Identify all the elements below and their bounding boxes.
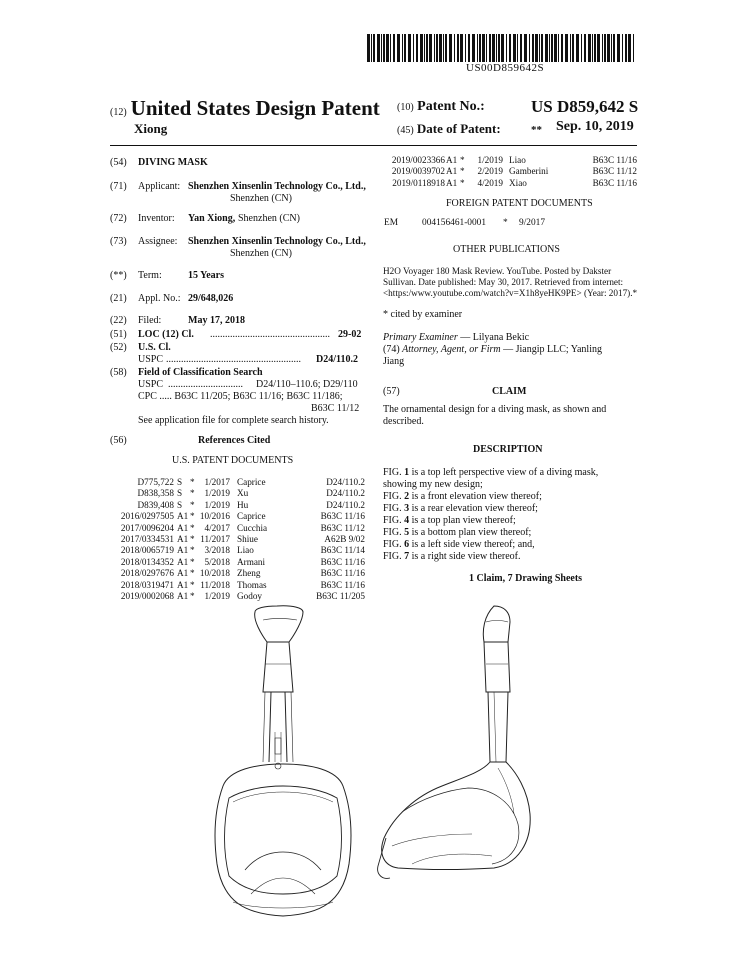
fig-front-view-drawing [203, 602, 363, 924]
barcode-bar [581, 34, 582, 62]
barcode-bar [524, 34, 527, 62]
barcode-bar [496, 34, 497, 62]
us-cl-label: U.S. Cl. [138, 342, 171, 353]
ref-date: 1/2017 [204, 477, 230, 487]
loc-class-label: LOC (12) Cl. [138, 329, 194, 340]
ref-class: B63C 11/12 [320, 522, 365, 533]
inid-code-58: (58) [110, 367, 127, 378]
barcode-bar [377, 34, 380, 62]
ref-class: B63C 11/12 [592, 166, 637, 177]
term-label: Term: [138, 270, 162, 281]
barcode-bar [498, 34, 500, 62]
field-cpc-classes: CPC ..... B63C 11/205; B63C 11/16; B63C 11/186; [138, 391, 343, 402]
reference-row [383, 166, 637, 177]
barcode-bar [588, 34, 591, 62]
claim-text-line-2: described. [383, 416, 424, 427]
reference-row [110, 534, 365, 545]
barcode-bar [628, 34, 631, 62]
barcode-bar [625, 34, 627, 62]
barcode-bar [482, 34, 485, 62]
ref-number: 2019/0039702 [391, 166, 445, 177]
fig-text: is a front elevation view thereof; [409, 491, 542, 502]
attorney-name: — Jiangip LLC; Yanling [500, 344, 602, 355]
ref-date: 10/2016 [199, 511, 230, 522]
ref-class: B63C 11/205 [316, 591, 365, 601]
inid-code-54: (54) [110, 157, 127, 168]
field-uspc-classes: D24/110–110.6; D29/110 [256, 379, 358, 390]
barcode-bar [386, 34, 389, 62]
ref-kind: A1 [177, 545, 189, 556]
fig-text: is a left side view thereof; and, [409, 539, 535, 550]
inventor-location: Shenzhen (CN) [238, 213, 300, 224]
ref-name: Caprice [237, 477, 266, 487]
other-pub-line-2: Sullivan. Date published: May 30, 2017. Retrieved from internet: [383, 277, 624, 287]
inid-code-57: (57) [383, 386, 400, 397]
barcode-bar [445, 34, 447, 62]
ref-number: 2016/0297505 [120, 511, 174, 522]
barcode-bar [383, 34, 385, 62]
ref-name: Shiue [237, 534, 258, 544]
inid-code-56: (56) [110, 435, 127, 446]
fig-number: 7 [404, 551, 410, 562]
fig-text: is a top left perspective view of a diving mask, [409, 467, 599, 478]
ref-star: * [190, 511, 195, 522]
barcode-bar [513, 34, 516, 62]
reference-row [110, 523, 365, 534]
barcode-bar [434, 34, 435, 62]
reference-row [110, 477, 365, 488]
appl-no-label: Appl. No.: [138, 293, 181, 304]
ref-kind: A1 [177, 591, 189, 601]
fig-number: 1 [404, 467, 410, 478]
ref-class: B63C 11/16 [592, 155, 637, 165]
barcode-bar [554, 34, 557, 62]
fig-number: 3 [404, 503, 410, 514]
ref-star: * [190, 477, 195, 487]
barcode-bar [413, 34, 414, 62]
barcode-bar [404, 34, 406, 62]
document-type-heading [110, 96, 380, 121]
inid-code-74: (74) [383, 344, 400, 355]
barcode-bar [509, 34, 511, 62]
inid-code-72: (72) [110, 213, 127, 224]
barcode-bar [529, 34, 530, 62]
barcode-bar [611, 34, 612, 62]
barcode-bar [472, 34, 475, 62]
ref-name: Liao [509, 155, 526, 165]
foreign-number: 004156461-0001 [422, 218, 487, 228]
us-references-table [110, 477, 365, 607]
attorney-name-cont: Jiang [383, 356, 405, 367]
barcode-bar [371, 34, 372, 62]
figure-description-line [383, 491, 542, 503]
inventor-short-name: Xiong [134, 121, 168, 136]
ref-class: B63C 11/16 [320, 511, 365, 522]
ref-name: Armani [237, 556, 266, 567]
ref-star: * [190, 522, 195, 533]
barcode-bar [429, 34, 432, 62]
inid-code-term: (**) [110, 270, 127, 281]
ref-kind: A1 [177, 522, 189, 533]
foreign-star: * [503, 218, 508, 228]
reference-row [383, 178, 637, 189]
fig-prefix: FIG. [383, 467, 405, 478]
fig-text: is a rear elevation view thereof; [409, 503, 538, 514]
barcode-bar [397, 34, 400, 62]
barcode-bar [561, 34, 563, 62]
barcode-bar [549, 34, 550, 62]
reference-row [110, 580, 365, 591]
ref-kind: A1 [177, 511, 189, 522]
field-uspc-dots: .............................. [168, 379, 243, 390]
ref-kind: A1 [177, 556, 189, 567]
inid-code-12: (12) [110, 107, 127, 118]
ref-date: 11/2018 [200, 579, 230, 590]
ref-name: Liao [237, 545, 254, 556]
assignee-location: Shenzhen (CN) [230, 248, 292, 259]
barcode-bar [393, 34, 395, 62]
barcode-bar [545, 34, 548, 62]
ref-class: A62B 9/02 [324, 534, 365, 544]
barcode-bar [479, 34, 481, 62]
fig-prefix: FIG. [383, 503, 405, 514]
barcode-bar [416, 34, 418, 62]
primary-examiner-label: Primary Examiner [383, 332, 458, 343]
reference-row [110, 500, 365, 511]
ref-star: * [190, 591, 195, 601]
ref-number: D775,722 [137, 477, 174, 487]
barcode-bar [439, 34, 442, 62]
barcode-number: US00D859642S [466, 62, 545, 74]
description-heading: DESCRIPTION [473, 444, 543, 455]
fig-prefix: FIG. [383, 539, 405, 550]
ref-kind: S [177, 488, 183, 499]
ref-kind: A1 [446, 166, 458, 177]
barcode-bar [565, 34, 568, 62]
ref-date: 4/2017 [204, 522, 230, 533]
ref-star: * [190, 545, 195, 556]
ref-kind: A1 [177, 568, 189, 579]
barcode-bar [381, 34, 382, 62]
loc-class: 29-02 [338, 329, 362, 340]
barcode-bar [594, 34, 596, 62]
barcode-bar [501, 34, 504, 62]
applicant-name: Shenzhen Xinsenlin Technology Co., Ltd., [188, 181, 366, 192]
assignee-label: Assignee: [138, 236, 178, 247]
barcode-bar [520, 34, 522, 62]
fig-text: showing my new design; [383, 479, 483, 490]
barcode-bar [517, 34, 518, 62]
ref-kind: S [177, 499, 183, 510]
other-pub-line-1: H2O Voyager 180 Mask Review. YouTube. Posted by Dakster [383, 266, 612, 276]
ref-star: * [460, 177, 465, 188]
ref-kind: A1 [177, 579, 189, 590]
patent-number-label [397, 99, 485, 115]
barcode-bar [420, 34, 423, 62]
barcode-bar [424, 34, 425, 62]
barcode-bar [457, 34, 459, 62]
inid-code-71: (71) [110, 181, 127, 192]
term-value: 15 Years [188, 270, 225, 281]
ref-class: D24/110.2 [326, 488, 365, 499]
ref-class: B63C 11/16 [320, 556, 365, 567]
references-cited-heading: References Cited [198, 435, 271, 446]
barcode-bar [602, 34, 603, 62]
filed-label: Filed: [138, 315, 162, 326]
ref-number: 2019/0023366 [391, 155, 445, 165]
ref-name: Thomas [237, 579, 267, 590]
inid-code-73: (73) [110, 236, 127, 247]
barcode-bar [576, 34, 579, 62]
inid-code-51: (51) [110, 329, 127, 340]
barcode-bar [390, 34, 391, 62]
barcode-bar [539, 34, 540, 62]
figure-description-line [383, 527, 531, 539]
ref-number: 2018/0065719 [120, 545, 174, 556]
attorney-label: Attorney, Agent, or Firm [402, 344, 501, 355]
ref-date: 3/2018 [204, 545, 230, 556]
inid-code-52: (52) [110, 342, 127, 353]
barcode-bar [486, 34, 487, 62]
reference-row [110, 511, 365, 522]
foreign-patent-documents-heading: FOREIGN PATENT DOCUMENTS [446, 198, 593, 209]
barcode-bar [584, 34, 586, 62]
us-patent-documents-heading: U.S. PATENT DOCUMENTS [172, 455, 294, 466]
ref-number: 2017/0334531 [120, 534, 174, 544]
barcode-bar [367, 34, 370, 62]
barcode-bar [558, 34, 559, 62]
reference-row [110, 545, 365, 556]
inventor-name: Yan Xiong, [188, 213, 236, 224]
ref-number: 2019/0002068 [120, 591, 174, 601]
fig-side-view-drawing [372, 602, 552, 924]
ref-name: Xu [237, 488, 249, 499]
ref-number: 2017/0096204 [120, 522, 174, 533]
field-cpc-classes-cont: B63C 11/12 [311, 403, 360, 414]
appl-no: 29/648,026 [188, 293, 234, 304]
patent-number-label-text: Patent No.: [417, 99, 485, 114]
ref-star: * [460, 155, 465, 165]
loc-class-dots: ................................................ [210, 329, 330, 340]
ref-date: 1/2019 [204, 488, 230, 499]
fig-text: is a top plan view thereof; [409, 515, 516, 526]
cited-by-examiner-note: * cited by examiner [383, 309, 463, 320]
ref-class: B63C 11/16 [592, 177, 637, 188]
ref-star: * [190, 534, 195, 544]
fig-number: 6 [404, 539, 410, 550]
barcode-bar [617, 34, 620, 62]
ref-date: 2/2019 [477, 166, 503, 177]
ref-star: * [190, 579, 195, 590]
date-of-patent-label-text: Date of Patent: [416, 121, 501, 136]
ref-star: * [190, 568, 195, 579]
ref-name: Caprice [237, 511, 266, 522]
figure-description-line [383, 515, 516, 527]
primary-examiner-name: — Lilyana Bekic [457, 332, 530, 343]
ref-number: 2018/0297676 [120, 568, 174, 579]
ref-date: 11/2017 [200, 534, 230, 544]
reference-row [110, 568, 365, 579]
barcode [367, 34, 637, 62]
inid-code-22: (22) [110, 315, 127, 326]
other-pub-line-3: <https:/www.youtube.com/watch?v=X1h8yeHK9PE> (Year: 2017).* [383, 288, 638, 298]
applicant-location: Shenzhen (CN) [230, 193, 292, 204]
barcode-bar [541, 34, 543, 62]
barcode-bar [492, 34, 495, 62]
barcode-bar [489, 34, 491, 62]
ref-name: Xiao [509, 177, 527, 188]
figure-description-line [383, 467, 598, 479]
ref-star: * [190, 499, 195, 510]
barcode-bar [408, 34, 411, 62]
date-of-patent-label [397, 121, 501, 137]
barcode-bar [535, 34, 538, 62]
filed-date: May 17, 2018 [188, 315, 245, 326]
reference-row [110, 591, 365, 602]
reference-row [383, 155, 637, 166]
barcode-bar [633, 34, 634, 62]
fig-number: 4 [404, 515, 410, 526]
ref-number: 2018/0134352 [120, 556, 174, 567]
us-references-table-continued [383, 155, 637, 191]
foreign-office: EM [384, 218, 399, 228]
figure-descriptions [383, 467, 639, 567]
barcode-bar [597, 34, 600, 62]
patent-number: US D859,642 S [531, 97, 639, 116]
barcode-bar [570, 34, 571, 62]
uspc-class: D24/110.2 [316, 354, 358, 365]
barcode-bar [604, 34, 606, 62]
foreign-date: 9/2017 [519, 218, 546, 228]
ref-number: 2019/0118918 [392, 177, 445, 188]
barcode-bar [622, 34, 623, 62]
assignee-name: Shenzhen Xinsenlin Technology Co., Ltd., [188, 236, 366, 247]
barcode-bar [607, 34, 610, 62]
document-type: United States Design Patent [130, 96, 380, 120]
ref-star: * [190, 556, 195, 567]
attorney-line [383, 344, 602, 356]
fig-number: 2 [404, 491, 410, 502]
ref-name: Gamberini [509, 166, 549, 177]
barcode-bar [572, 34, 574, 62]
barcode-bar [592, 34, 593, 62]
ref-date: 5/2018 [204, 556, 230, 567]
inid-code-21: (21) [110, 293, 127, 304]
header-divider [110, 145, 637, 146]
ref-kind: S [177, 477, 183, 487]
claim-heading: CLAIM [492, 386, 527, 397]
ref-date: 4/2019 [477, 177, 503, 188]
date-star-marker: ** [531, 124, 542, 136]
barcode-bar [613, 34, 615, 62]
fig-text: is a bottom plan view thereof; [409, 527, 532, 538]
reference-row [110, 557, 365, 568]
barcode-bar [443, 34, 444, 62]
ref-name: Zheng [237, 568, 261, 579]
field-uspc-label: USPC [138, 379, 164, 390]
ref-number: 2018/0319471 [120, 579, 174, 590]
ref-class: B63C 11/16 [320, 568, 365, 579]
fig-prefix: FIG. [383, 527, 405, 538]
uspc-label: USPC [138, 354, 164, 365]
inid-code-10: (10) [397, 102, 414, 113]
primary-examiner [383, 332, 529, 344]
figure-description-line [383, 551, 520, 563]
figure-description-line [383, 479, 483, 491]
barcode-bar [506, 34, 507, 62]
ref-number: D838,358 [137, 488, 174, 499]
barcode-bar [532, 34, 534, 62]
field-of-search-label: Field of Classification Search [138, 367, 263, 378]
ref-kind: A1 [446, 155, 458, 165]
ref-date: 1/2019 [477, 155, 503, 165]
ref-class: D24/110.2 [326, 499, 365, 510]
barcode-bar [402, 34, 403, 62]
figure-description-line [383, 539, 535, 551]
ref-star: * [190, 488, 195, 499]
ref-number: D839,408 [137, 499, 174, 510]
ref-class: D24/110.2 [326, 477, 365, 487]
fig-prefix: FIG. [383, 551, 405, 562]
barcode-bar [426, 34, 428, 62]
fig-text: is a right side view thereof. [409, 551, 521, 562]
ref-star: * [460, 166, 465, 177]
date-of-patent: Sep. 10, 2019 [556, 119, 634, 134]
ref-date: 1/2019 [204, 591, 230, 601]
barcode-bar [373, 34, 375, 62]
ref-name: Cucchia [237, 522, 268, 533]
barcode-bar [551, 34, 553, 62]
barcode-bar [468, 34, 470, 62]
applicant-label: Applicant: [138, 181, 181, 192]
figure-description-line [383, 503, 538, 515]
ref-class: B63C 11/16 [320, 579, 365, 590]
barcode-bar [460, 34, 463, 62]
barcode-bar [465, 34, 466, 62]
ref-name: Hu [237, 499, 249, 510]
title: DIVING MASK [138, 157, 208, 168]
ref-name: Godoy [237, 591, 263, 601]
barcode-bar [477, 34, 478, 62]
uspc-dots: ...................................................... [166, 354, 301, 365]
barcode-bar [454, 34, 455, 62]
fig-number: 5 [404, 527, 410, 538]
barcode-bar [449, 34, 452, 62]
ref-date: 1/2019 [204, 499, 230, 510]
ref-class: B63C 11/14 [320, 545, 365, 556]
inventor-label: Inventor: [138, 213, 175, 224]
ref-kind: A1 [446, 177, 458, 188]
reference-row [110, 488, 365, 499]
inid-code-45: (45) [397, 125, 414, 136]
search-history-note: See application file for complete search history. [138, 415, 329, 426]
fig-prefix: FIG. [383, 491, 405, 502]
claims-sheets-summary: 1 Claim, 7 Drawing Sheets [469, 573, 583, 584]
claim-text-line-1: The ornamental design for a diving mask, as shown and [383, 404, 607, 415]
fig-prefix: FIG. [383, 515, 405, 526]
other-publications-heading: OTHER PUBLICATIONS [453, 244, 560, 255]
barcode-bar [436, 34, 438, 62]
ref-kind: A1 [177, 534, 189, 544]
ref-date: 10/2018 [199, 568, 230, 579]
